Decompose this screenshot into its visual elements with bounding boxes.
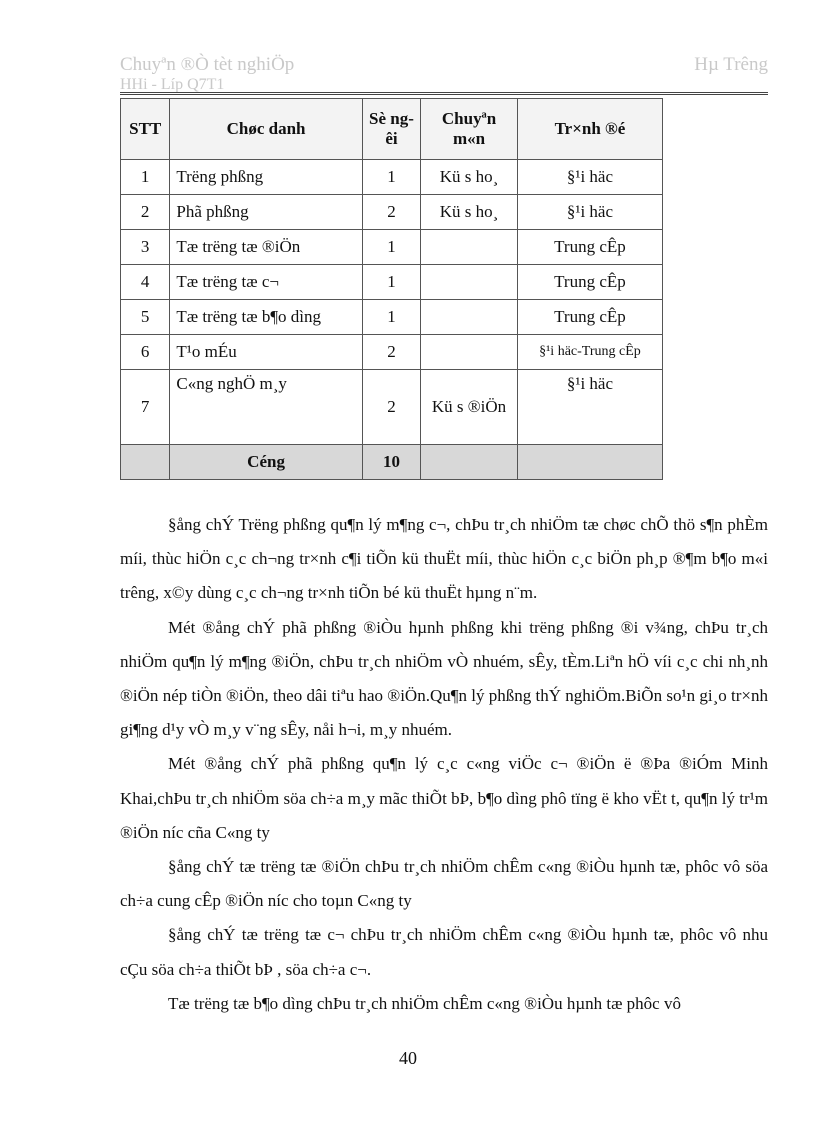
table-row: [121, 265, 663, 300]
cell-stt: 3: [121, 230, 170, 265]
page-header: [120, 50, 768, 94]
cell-count: 2: [362, 335, 420, 370]
header-divider: [120, 92, 768, 95]
table-row: [121, 370, 663, 445]
cell-empty: [121, 445, 170, 480]
column-header-count: Sè ngêi: [362, 99, 420, 160]
cell-title: C«ng nghÖ m¸y: [170, 370, 362, 445]
table-row: [121, 300, 663, 335]
column-header-title: Chøc danh: [170, 99, 362, 160]
staff-table: [120, 98, 663, 480]
cell-title: Tæ trëng tæ c¬: [170, 265, 362, 300]
paragraph: Mét ®ång chÝ phã phßng ®iÒu hµnh phßng khi trëng phßng ®i v¾ng, chÞu tr¸ch nhiÖm qu¶n lý m¶ng ®iÖn, chÞu tr¸ch nhiÖm vÒ nhuém, sÊy, tÈm.Liªn hÖ víi c¸c chi nh¸nh ®iÖn nép tiÒn ®iÖn, theo dâi tiªu hao ®iÖn.Qu¶n lý phßng thÝ nghiÖm.BiÕn so¹n gi¸o tr×nh gi¶ng d¹y vÒ m¸y v¨ng sÊy, nåi h¬i, m¸y nhuém.: [120, 617, 768, 740]
cell-specialty: [421, 230, 518, 265]
cell-level: §¹i häc-Trung cÊp: [517, 335, 662, 370]
cell-stt: 2: [121, 195, 170, 230]
page-number: 40: [399, 1048, 417, 1068]
table-row: [121, 335, 663, 370]
paragraph: Mét ®ång chÝ phã phßng qu¶n lý c¸c c«ng viÖc c¬ ®iÖn ë ®Þa ®iÓm Minh Khai,chÞu tr¸ch nhiÖm söa ch÷a m¸y mãc thiÕt bÞ, b¶o dìng phô tïng ë kho vËt t, qu¶n lý tr¹m ®iÖn níc cña C«ng ty: [120, 754, 768, 842]
cell-specialty: [421, 265, 518, 300]
table-row: [121, 160, 663, 195]
column-header-stt: STT: [121, 99, 170, 160]
cell-empty: [517, 445, 662, 480]
cell-count: 1: [362, 230, 420, 265]
paragraph: §ång chÝ Trëng phßng qu¶n lý m¶ng c¬, chÞu tr¸ch nhiÖm tæ chøc chÕ thö s¶n phÈm míi, thùc hiÖn c¸c ch¬ng tr×nh c¶i tiÕn kü thuËt míi, thùc hiÖn c¸c biÖn ph¸p ®¶m b¶o m«i trêng, x©y dùng c¸c ch¬ng tr×nh tiÕn bé kü thuËt hµng n¨m.: [120, 515, 768, 603]
body-text: [120, 508, 768, 1021]
cell-specialty: [421, 300, 518, 335]
cell-level: Trung cÊp: [517, 230, 662, 265]
cell-stt: 5: [121, 300, 170, 335]
cell-specialty: Kü s ho¸: [421, 160, 518, 195]
table-row: [121, 230, 663, 265]
cell-title: T¹o mÉu: [170, 335, 362, 370]
column-header-specialty: Chuyªn m«n: [421, 99, 518, 160]
cell-level: Trung cÊp: [517, 300, 662, 335]
cell-title: Tæ trëng tæ ®iÖn: [170, 230, 362, 265]
cell-stt: 1: [121, 160, 170, 195]
cell-empty: [421, 445, 518, 480]
total-label: Céng: [170, 445, 362, 480]
cell-level: §¹i häc: [517, 370, 662, 445]
paragraph: §ång chÝ tæ trëng tæ c¬ chÞu tr¸ch nhiÖm chÊm c«ng ®iÒu hµnh tæ, phôc vô nhu cÇu söa ch÷a thiÕt bÞ , söa ch÷a c¬.: [120, 925, 768, 979]
total-value: 10: [362, 445, 420, 480]
table-total-row: [121, 445, 663, 480]
cell-stt: 7: [121, 370, 170, 445]
cell-stt: 6: [121, 335, 170, 370]
cell-count: 1: [362, 265, 420, 300]
cell-title: Phã phßng: [170, 195, 362, 230]
table-row: [121, 195, 663, 230]
paragraph: Tæ trëng tæ b¶o dìng chÞu tr¸ch nhiÖm chÊm c«ng ®iÒu hµnh tæ phôc vô: [168, 993, 681, 1013]
cell-level: §¹i häc: [517, 195, 662, 230]
header-class-info: HHi - Líp Q7T1: [120, 76, 225, 93]
cell-stt: 4: [121, 265, 170, 300]
cell-count: 1: [362, 160, 420, 195]
cell-specialty: Kü s ho¸: [421, 195, 518, 230]
cell-count: 2: [362, 195, 420, 230]
cell-count: 1: [362, 300, 420, 335]
cell-level: Trung cÊp: [517, 265, 662, 300]
cell-title: Trëng phßng: [170, 160, 362, 195]
cell-specialty: [421, 335, 518, 370]
paragraph: §ång chÝ tæ trëng tæ ®iÖn chÞu tr¸ch nhiÖm chÊm c«ng ®iÒu hµnh tæ, phôc vô söa ch÷a cung cÊp ®iÖn níc cho toµn C«ng ty: [120, 857, 768, 911]
cell-level: §¹i häc: [517, 160, 662, 195]
header-document-title: Chuyªn ®Ò tèt nghiÖp: [120, 54, 295, 75]
table-header-row: [121, 99, 663, 160]
header-author: Hµ Trêng: [694, 54, 768, 75]
cell-title: Tæ trëng tæ b¶o dìng: [170, 300, 362, 335]
column-header-level: Tr×nh ®é: [517, 99, 662, 160]
cell-count: 2: [362, 370, 420, 445]
cell-specialty: Kü s ®iÖn: [421, 370, 518, 445]
